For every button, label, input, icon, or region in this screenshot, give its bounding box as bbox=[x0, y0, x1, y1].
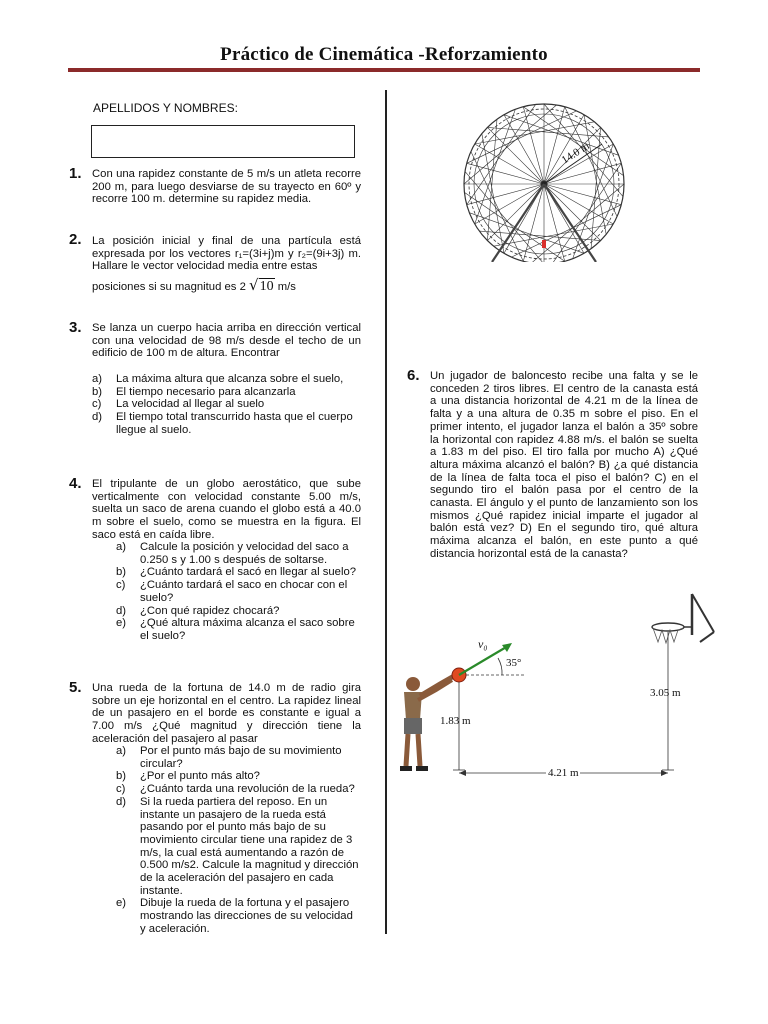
q4-item-letter: e) bbox=[116, 617, 127, 630]
q2-radicand: 10 bbox=[259, 279, 274, 294]
q4-item-letter: b) bbox=[116, 566, 127, 579]
q3-item-letter: a) bbox=[92, 373, 103, 385]
q4-item bbox=[116, 617, 361, 642]
angle-label: 35° bbox=[506, 657, 522, 669]
q5-item-text: ¿Por el punto más alto? bbox=[140, 770, 260, 783]
q2-tail bbox=[92, 277, 361, 295]
ferris-wheel-figure bbox=[462, 100, 630, 262]
q4-item bbox=[116, 541, 361, 566]
passenger-car bbox=[542, 240, 546, 248]
q4-item-text: ¿Con qué rapidez chocará? bbox=[140, 604, 280, 617]
q3-item-letter: c) bbox=[92, 398, 102, 411]
q3-item bbox=[92, 386, 361, 399]
q5-number: 5. bbox=[69, 679, 82, 696]
q3-item-text: La velocidad al llegar al suelo bbox=[116, 398, 265, 411]
q2-number: 2. bbox=[69, 231, 82, 248]
q5-item bbox=[116, 897, 361, 935]
name-input-box[interactable] bbox=[91, 125, 355, 158]
q3-number: 3. bbox=[69, 319, 82, 336]
q5-item bbox=[116, 796, 361, 898]
q3-item-letter: d) bbox=[92, 411, 103, 424]
page-title: Práctico de Cinemática -Reforzamiento bbox=[220, 44, 548, 65]
q3-item bbox=[92, 373, 361, 386]
hoop-height-label: 3.05 m bbox=[650, 687, 681, 699]
q4-item bbox=[116, 579, 361, 604]
basketball-figure bbox=[396, 590, 718, 786]
q4-item-text: ¿Cuánto tardará el sacó en llegar al suelo? bbox=[140, 566, 357, 579]
q5-item-text: Dibuje la rueda de la fortuna y el pasajero mostrando las direcciones de su velocidad y aceleración. bbox=[140, 897, 353, 935]
q4-number: 4. bbox=[69, 475, 82, 492]
q5-item-text: ¿Cuánto tarda una revolución de la rueda? bbox=[140, 783, 355, 796]
q4-item-text: ¿Cuánto tardará el saco en chocar con el suelo? bbox=[140, 579, 348, 604]
q5-item-letter: c) bbox=[116, 783, 126, 796]
release-height-label: 1.83 m bbox=[440, 715, 471, 727]
q5-item-text: Si la rueda partiera del reposo. En un instante un pasajero de la rueda está pasando por el punto más bajo de su movimiento circular tiene una rapidez de 3 m/s, la cual está aumentando a razón de 0.500 m/s2. Calcule la magnitud y dirección de la aceleración del pasajero en cada instante. bbox=[140, 795, 359, 897]
q2-tail-pre: posiciones si su magnitud es 2 bbox=[92, 281, 249, 293]
q5-item-letter: a) bbox=[116, 745, 127, 757]
title-underline bbox=[68, 68, 700, 72]
q3-items bbox=[92, 373, 361, 437]
q2-tail-post: m/s bbox=[274, 281, 296, 293]
column-divider bbox=[385, 90, 387, 934]
q3-item-text: El tiempo necesario para alcanzarla bbox=[116, 385, 296, 398]
q4-item-letter: a) bbox=[116, 541, 127, 553]
q5-item-text: Por el punto más bajo de su movimiento circular? bbox=[140, 745, 342, 770]
q3-item-letter: b) bbox=[92, 385, 103, 398]
q3-item bbox=[92, 411, 361, 436]
q4-text: El tripulante de un globo aerostático, que sube verticalmente con velocidad constante 5.00 m/s, suelta un saco de arena cuando el globo está a 40.0 m sobre el suelo, como se muestra en la figura. El saco está en caída libre. bbox=[92, 478, 361, 541]
q6-number: 6. bbox=[407, 367, 420, 384]
sqrt-sign: √ bbox=[249, 276, 259, 294]
q5-item-letter: d) bbox=[116, 795, 127, 808]
q2-text: La posición inicial y final de una partícula está expresada por los vectores r₁=(3i+j)m y r₂=(9i+3j) m. Hallare le vector velocidad media entre estas bbox=[92, 235, 361, 273]
q4-item bbox=[116, 566, 361, 579]
q5-text: Una rueda de la fortuna de 14.0 m de radio gira sobre un eje horizontal en el centro. La rapidez lineal de un pasajero en el borde es constante e igual a 7.00 m/s ¿Qué magnitud y dirección tiene la aceleración del pasajero al pasar bbox=[92, 682, 361, 745]
name-label: APELLIDOS Y NOMBRES: bbox=[93, 101, 238, 115]
q5-item-letter: e) bbox=[116, 897, 127, 910]
radius-label: 14.0 m bbox=[559, 140, 592, 167]
q5-item bbox=[116, 745, 361, 770]
q4-item bbox=[116, 605, 361, 618]
q5-item bbox=[116, 783, 361, 796]
distance-label: 4.21 m bbox=[548, 767, 579, 779]
q4-items bbox=[116, 541, 361, 643]
v0-label: v₀ bbox=[478, 637, 488, 651]
q5-item bbox=[116, 770, 361, 783]
q3-item-text: El tiempo total transcurrido hasta que el cuerpo llegue al suelo. bbox=[116, 411, 353, 436]
q4-item-text: Calcule la posición y velocidad del saco a 0.250 s y 1.00 s después de soltarse. bbox=[140, 541, 349, 566]
q3-item-text: La máxima altura que alcanza sobre el suelo, bbox=[116, 373, 344, 385]
q3-item bbox=[92, 398, 361, 411]
q5-item-letter: b) bbox=[116, 770, 127, 783]
q3-text: Se lanza un cuerpo hacia arriba en dirección vertical con una velocidad de 98 m/s desde el techo de un edificio de 100 m de altura. Encontrar bbox=[92, 322, 361, 360]
q1-text: Con una rapidez constante de 5 m/s un atleta recorre 200 m, para luego desviarse de su trayecto en 60º y recorre 100 m. determine su rapidez media. bbox=[92, 168, 361, 206]
q1-number: 1. bbox=[69, 165, 82, 182]
q6-text: Un jugador de baloncesto recibe una falta y se le conceden 2 tiros libres. El centro de la canasta está a una distancia horizontal de 4.21 m de la línea de falta y a una altura de 0.35 m sobre el piso. En el primer intento, el jugador lanza el balón a 35º sobre la horizontal con rapidez 4.88 m/s. el balón se suelta a 1.83 m del piso. El tiro falla por mucho A) ¿Qué altura máxima alcanzó el balón? B) ¿a qué distancia de la línea de falta toca el piso el balón? C) en el segundo tiro el balón pasa por el centro de la canasta. El ángulo y el punto de lanzamiento son los mismos ¿Qué rapidez inicial imparte el jugador al balón está vez? D) En el segundo tiro, qué altura máxima alcanza el balón, en este punto a qué distancia horizontal está de la canasta? bbox=[430, 370, 698, 560]
q5-items bbox=[116, 745, 361, 936]
q4-item-letter: d) bbox=[116, 604, 127, 617]
q4-item-text: ¿Qué altura máxima alcanza el saco sobre el suelo? bbox=[140, 617, 355, 642]
q4-item-letter: c) bbox=[116, 579, 126, 592]
